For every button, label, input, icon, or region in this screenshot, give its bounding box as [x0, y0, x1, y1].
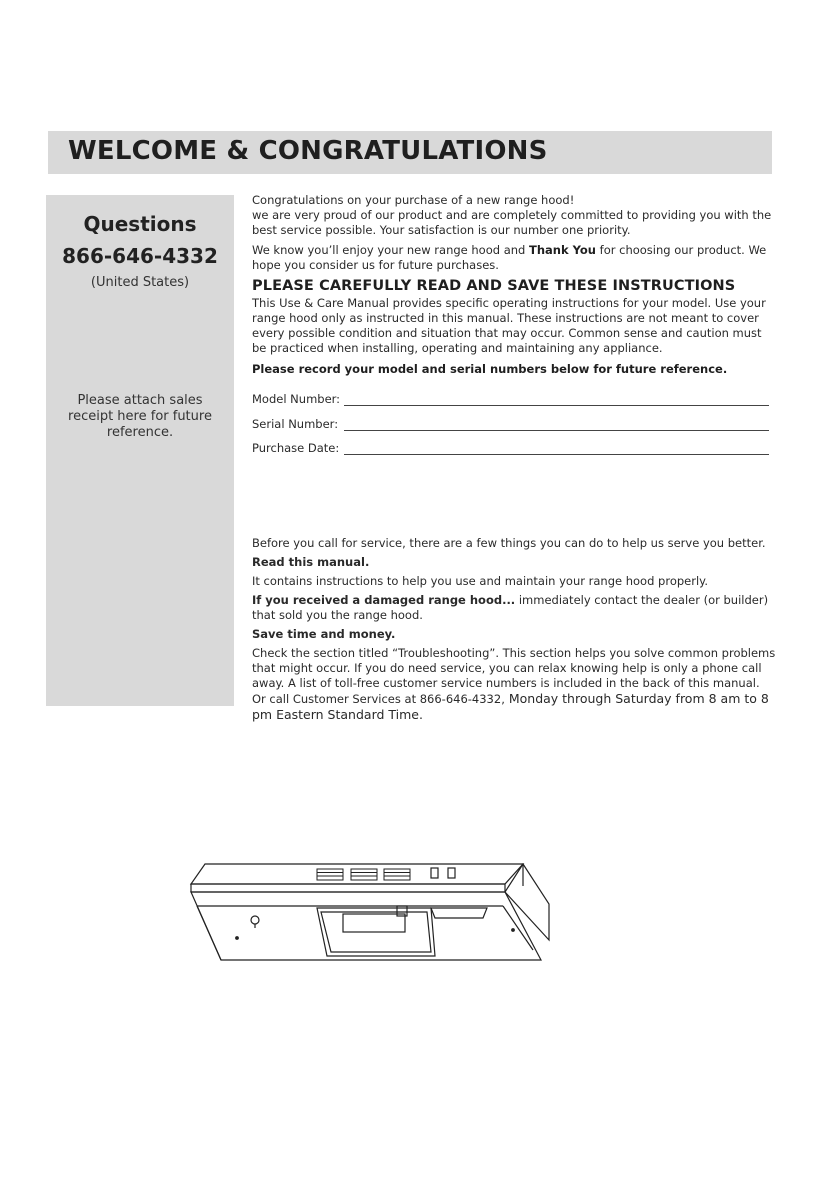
thank-you-post: for choosing our product. We hope you consider us for future purchases. — [252, 243, 767, 272]
purchase-date-label: Purchase Date: — [252, 441, 340, 455]
support-region: (United States) — [90, 275, 190, 290]
serial-number-field[interactable] — [252, 414, 777, 439]
damaged-body: immediately contact the dealer (or builder) that sold you the range hood. — [252, 593, 769, 622]
damaged-bold: If you received a damaged range hood... — [252, 593, 516, 607]
commitment-text: we are very proud of our product and are completely committed to providing you with the best service possible. Your satisfaction is our number one priority. — [252, 208, 772, 237]
thank-you-paragraph — [252, 243, 777, 273]
serial-number-line[interactable] — [344, 430, 769, 431]
receipt-note: Please attach sales receipt here for future reference. — [68, 393, 212, 440]
page-title: WELCOME & CONGRATULATIONS — [68, 136, 548, 166]
service-hours: Monday through Saturday from 8 am to 8 pm Eastern Standard Time. — [252, 691, 769, 722]
model-number-label: Model Number: — [252, 392, 341, 406]
serial-number-label: Serial Number: — [252, 416, 339, 431]
questions-label: Questions — [83, 212, 197, 236]
questions-sidebar — [46, 195, 234, 706]
range-hood-illustration — [187, 860, 551, 964]
record-note — [252, 362, 777, 377]
instructions-heading: PLEASE CAREFULLY READ AND SAVE THESE INSTRUCTIONS — [252, 278, 736, 294]
save-body-text: Check the section titled “Troubleshooting”. This section helps you solve common problems that might occur. If you do need service, you can relax knowing help is only a phone call away. A list of toll-free customer service numbers is included in the back of this manual. Or call Customer Services at 866-646-4332, — [252, 646, 776, 706]
save-heading — [252, 627, 777, 642]
read-manual-heading — [252, 555, 777, 570]
support-phone: 866-646-4332 — [62, 244, 218, 268]
congrats-line: Congratulations on your purchase of a new range hood! — [252, 193, 575, 207]
thank-you-bold: Thank You — [529, 243, 596, 257]
service-section — [252, 536, 777, 723]
model-number-line[interactable] — [344, 405, 769, 406]
service-intro: Before you call for service, there are a few things you can do to help us serve you better. — [252, 536, 766, 550]
intro-section — [252, 193, 777, 463]
purchase-date-field[interactable] — [252, 438, 777, 463]
save-heading-text: Save time and money. — [252, 627, 396, 641]
purchase-date-line[interactable] — [344, 454, 769, 455]
record-note-text: Please record your model and serial numbers below for future reference. — [252, 362, 728, 376]
read-manual-heading-text: Read this manual. — [252, 555, 370, 569]
save-body — [252, 646, 777, 723]
model-number-field[interactable] — [252, 389, 777, 414]
title-banner — [48, 131, 772, 174]
damaged-paragraph — [252, 593, 777, 623]
instructions-body: This Use & Care Manual provides specific operating instructions for your model. Use your range hood only as instructed in this manual. These instructions are not meant to cover every possible condition and situation that may occur. Common sense and caution must be practiced when installing, operating and maintaining any appliance. — [252, 296, 766, 355]
thank-you-pre: We know you’ll enjoy your new range hood and — [252, 243, 529, 257]
read-manual-body: It contains instructions to help you use and maintain your range hood properly. — [252, 574, 708, 588]
